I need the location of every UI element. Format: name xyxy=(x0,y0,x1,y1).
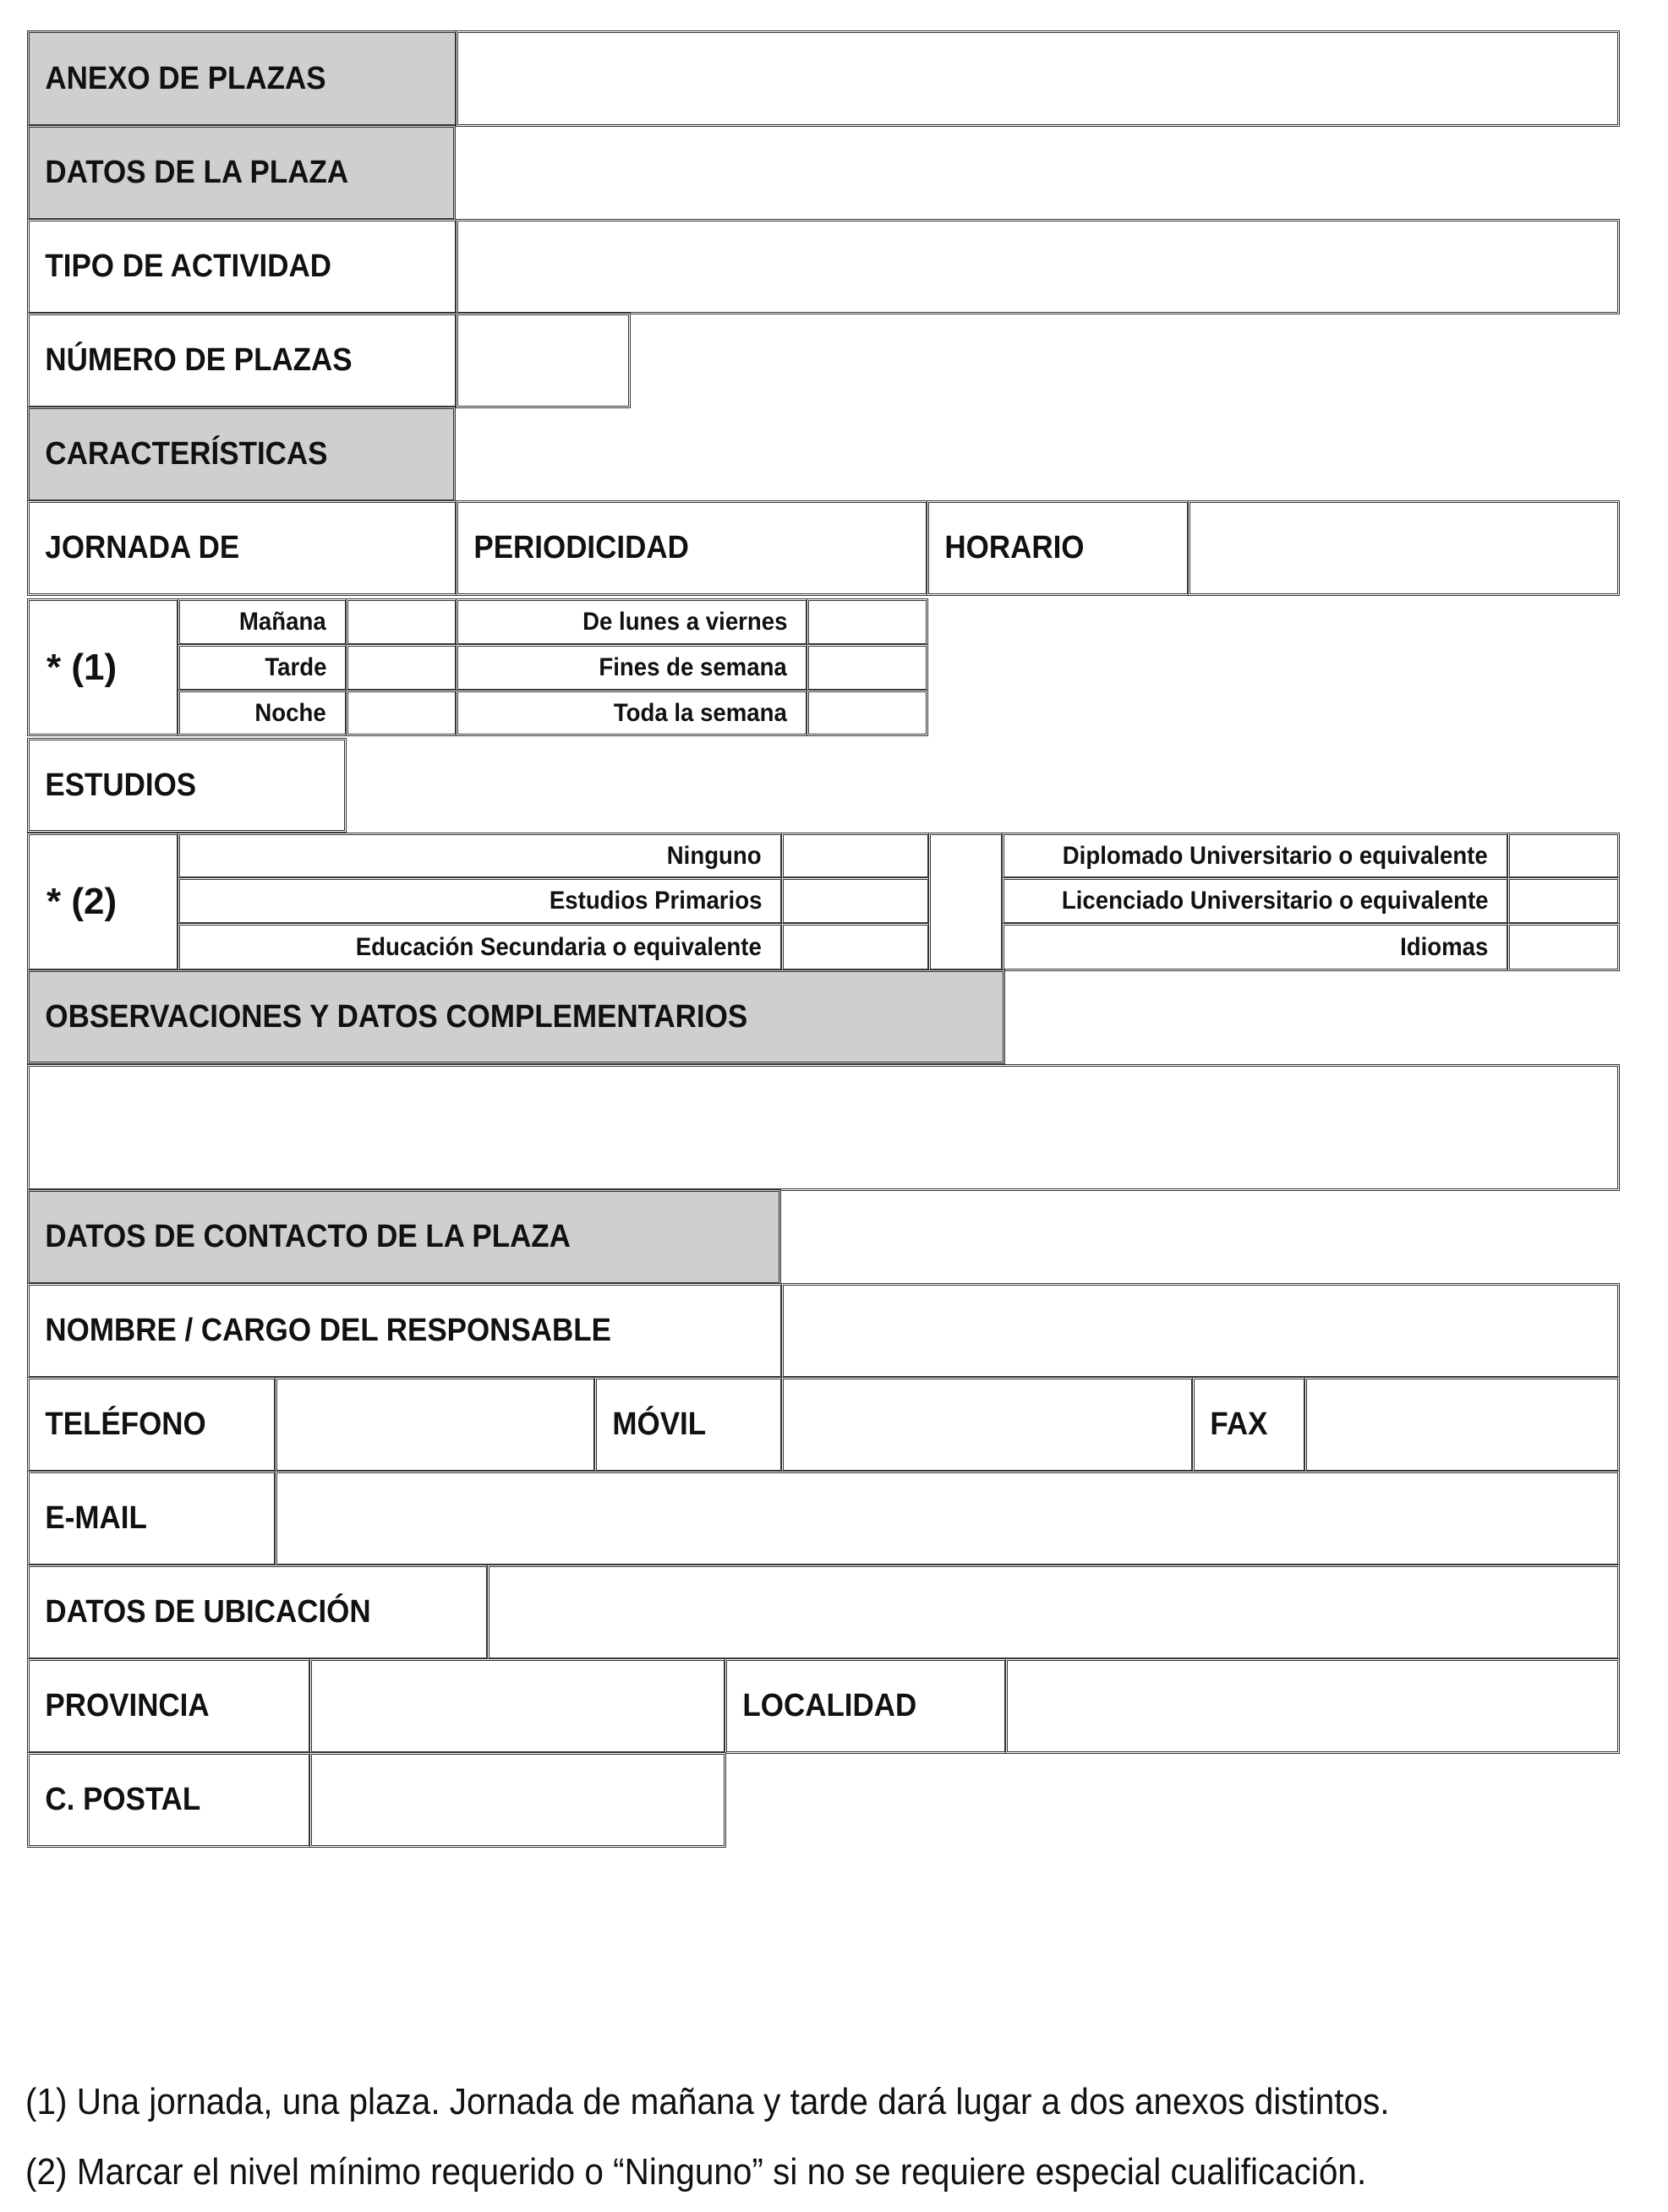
anexo-de-plazas-label: ANEXO DE PLAZAS xyxy=(27,30,457,127)
periodicidad-toda-semana-checkbox[interactable] xyxy=(807,690,928,736)
estudios-spacer-cell xyxy=(928,833,1004,971)
datos-de-ubicacion-input[interactable] xyxy=(487,1565,1620,1660)
nombre-cargo-input[interactable] xyxy=(781,1283,1620,1379)
estudios-licenciado-checkbox[interactable] xyxy=(1507,877,1620,925)
email-input[interactable] xyxy=(275,1471,1620,1566)
footnote-1: (1) Una jornada, una plaza. Jornada de mañana y tarde dará lugar a dos anexos distintos. xyxy=(25,2081,1390,2122)
estudios-option-secundaria: Educación Secundaria o equivalente xyxy=(178,923,783,971)
localidad-label: LOCALIDAD xyxy=(725,1658,1007,1754)
jornada-option-noche: Noche xyxy=(178,690,347,736)
fax-label: FAX xyxy=(1192,1377,1306,1472)
jornada-manana-checkbox[interactable] xyxy=(346,598,457,646)
provincia-label: PROVINCIA xyxy=(27,1658,311,1754)
estudios-option-ninguno: Ninguno xyxy=(178,833,783,879)
note-ref-1: * (1) xyxy=(27,598,179,736)
jornada-option-manana: Mañana xyxy=(178,598,347,646)
tipo-de-actividad-input[interactable] xyxy=(456,219,1620,314)
estudios-secundaria-checkbox[interactable] xyxy=(781,923,930,971)
observaciones-header: OBSERVACIONES Y DATOS COMPLEMENTARIOS xyxy=(27,969,1005,1064)
note-ref-2: * (2) xyxy=(27,833,179,971)
estudios-ninguno-checkbox[interactable] xyxy=(781,833,930,879)
jornada-tarde-checkbox[interactable] xyxy=(346,644,457,691)
periodicidad-lunes-viernes-checkbox[interactable] xyxy=(807,598,928,646)
footnote-2: (2) Marcar el nivel mínimo requerido o “Ninguno” si no se requiere especial cualificación. xyxy=(25,2151,1367,2193)
periodicidad-label: PERIODICIDAD xyxy=(456,500,928,596)
fax-input[interactable] xyxy=(1304,1377,1620,1472)
codigo-postal-input[interactable] xyxy=(309,1752,726,1848)
numero-de-plazas-input[interactable] xyxy=(456,313,631,408)
datos-de-contacto-header: DATOS DE CONTACTO DE LA PLAZA xyxy=(27,1189,781,1285)
estudios-label: ESTUDIOS xyxy=(27,738,347,833)
provincia-input[interactable] xyxy=(309,1658,726,1754)
horario-label: HORARIO xyxy=(927,500,1189,596)
estudios-primarios-checkbox[interactable] xyxy=(781,877,930,925)
telefono-input[interactable] xyxy=(275,1377,596,1472)
tipo-de-actividad-label: TIPO DE ACTIVIDAD xyxy=(27,219,457,314)
periodicidad-option-fines-semana: Fines de semana xyxy=(456,644,808,691)
periodicidad-option-toda-semana: Toda la semana xyxy=(456,690,808,736)
caracteristicas-header: CARACTERÍSTICAS xyxy=(27,407,456,502)
movil-input[interactable] xyxy=(781,1377,1194,1472)
estudios-option-idiomas: Idiomas xyxy=(1002,923,1509,971)
estudios-idiomas-checkbox[interactable] xyxy=(1507,923,1620,971)
periodicidad-option-lunes-viernes: De lunes a viernes xyxy=(456,598,808,646)
datos-de-la-plaza-header: DATOS DE LA PLAZA xyxy=(27,125,456,221)
anexo-de-plazas-input[interactable] xyxy=(456,30,1620,127)
estudios-option-primarios: Estudios Primarios xyxy=(178,877,783,925)
datos-de-ubicacion-label: DATOS DE UBICACIÓN xyxy=(27,1565,489,1660)
numero-de-plazas-label: NÚMERO DE PLAZAS xyxy=(27,313,457,408)
jornada-noche-checkbox[interactable] xyxy=(346,690,457,736)
jornada-option-tarde: Tarde xyxy=(178,644,347,691)
email-label: E-MAIL xyxy=(27,1471,276,1566)
estudios-diplomado-checkbox[interactable] xyxy=(1507,833,1620,879)
estudios-option-licenciado: Licenciado Universitario o equivalente xyxy=(1002,877,1509,925)
horario-input[interactable] xyxy=(1188,500,1620,596)
telefono-label: TELÉFONO xyxy=(27,1377,276,1472)
observaciones-textarea[interactable] xyxy=(27,1064,1620,1191)
nombre-cargo-label: NOMBRE / CARGO DEL RESPONSABLE xyxy=(27,1283,783,1379)
estudios-option-diplomado: Diplomado Universitario o equivalente xyxy=(1002,833,1509,879)
codigo-postal-label: C. POSTAL xyxy=(27,1752,311,1848)
localidad-input[interactable] xyxy=(1005,1658,1620,1754)
jornada-de-label: JORNADA DE xyxy=(27,500,457,596)
movil-label: MÓVIL xyxy=(594,1377,783,1472)
periodicidad-fines-semana-checkbox[interactable] xyxy=(807,644,928,691)
